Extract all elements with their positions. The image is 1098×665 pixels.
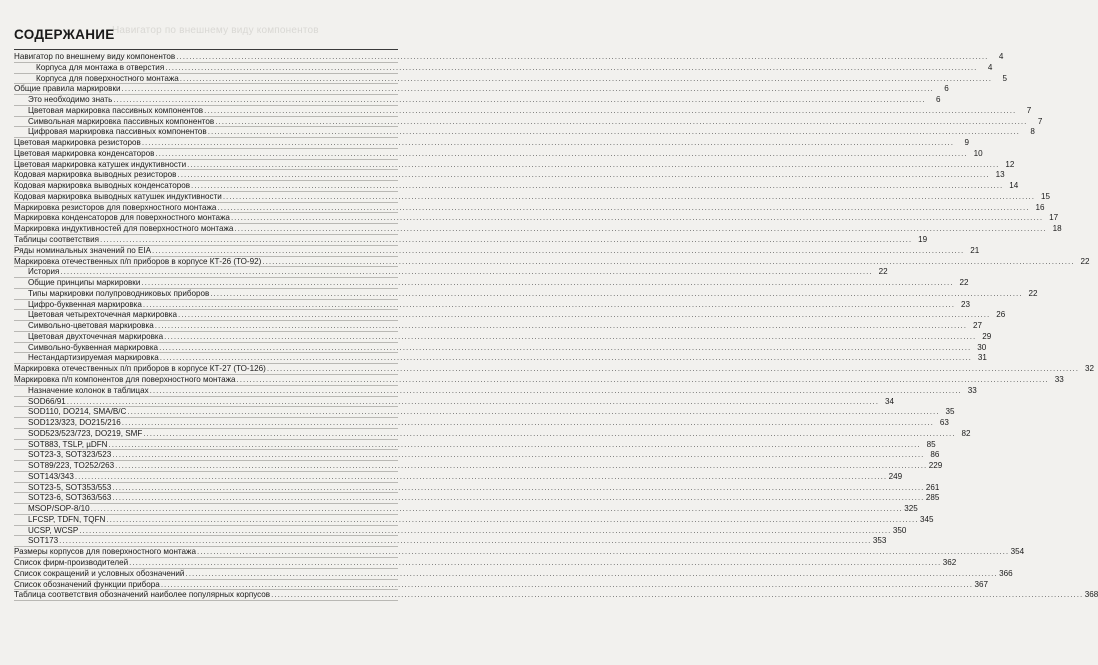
toc-entry[interactable] (14, 170, 1005, 181)
toc-entry-title: SOT23-6, SOT363/563 (28, 493, 112, 503)
toc-entry[interactable] (14, 116, 1043, 128)
toc-entry[interactable] (14, 148, 983, 160)
toc-entry[interactable] (14, 579, 988, 591)
toc-entry-title: MSOP/SOP-8/10 (28, 504, 90, 514)
toc-entry-title: Цветовая маркировка катушек индуктивности (14, 159, 187, 169)
toc-entry[interactable] (14, 568, 1013, 580)
toc-leader-dots (178, 310, 990, 321)
toc-entry-title: Цветовая маркировка резисторов (14, 138, 141, 148)
toc-leader-dots (91, 504, 903, 515)
toc-entry-page: 261 (925, 482, 940, 492)
toc-entry[interactable] (14, 590, 1098, 601)
toc-entry-title: SOD123/323, DO215/216 (28, 418, 121, 428)
toc-entry-title: Таблицы соответствия (14, 235, 99, 245)
toc-leader-dots (112, 450, 924, 461)
toc-entry[interactable] (14, 181, 1019, 192)
toc-leader-dots (271, 590, 1083, 601)
toc-entry-page: 353 (872, 536, 887, 546)
toc-leader-dots (210, 289, 1022, 300)
toc-entry[interactable] (14, 374, 1064, 386)
toc-entry-page: 63 (939, 418, 949, 428)
toc-entry-page: 354 (1010, 547, 1025, 557)
toc-entry[interactable] (14, 514, 934, 526)
toc-leader-dots (176, 52, 988, 63)
toc-entry-title: SOT89/223, TO252/263 (28, 461, 115, 471)
toc-entry[interactable] (14, 428, 971, 440)
toc-entry-title: Нестандартизируемая маркировка (28, 353, 159, 363)
toc-entry[interactable] (14, 73, 1007, 85)
toc-entry[interactable] (14, 267, 888, 278)
toc-entry-title: Цветовая двухточечная маркировка (28, 331, 164, 341)
toc-entry[interactable] (14, 557, 957, 569)
toc-entry-page: 15 (1040, 191, 1050, 201)
toc-entry-page: 9 (964, 138, 969, 148)
toc-entry-page: 14 (1009, 181, 1019, 191)
toc-entry-page: 22 (1080, 256, 1090, 266)
toc-leader-dots (208, 127, 1020, 138)
toc-entry[interactable] (14, 331, 992, 343)
toc-entry-page: 13 (995, 170, 1005, 180)
toc-entry-page: 6 (935, 95, 941, 105)
toc-entry[interactable] (14, 482, 940, 494)
toc-entry-title: Общие правила маркировки (14, 84, 121, 94)
toc-entry-page: 17 (1049, 213, 1059, 223)
toc-leader-dots (204, 106, 1016, 117)
toc-entry-page: 82 (961, 428, 971, 438)
toc-leader-dots (164, 332, 976, 343)
toc-leader-dots (159, 343, 971, 354)
toc-entry-page: 249 (888, 471, 903, 481)
toc-leader-dots (142, 138, 954, 149)
toc-entry[interactable] (14, 396, 894, 408)
toc-entry-page: 368 (1084, 590, 1098, 600)
toc-leader-dots (143, 300, 955, 311)
toc-leader-dots (267, 364, 1079, 375)
toc-entry-title: Маркировка конденсаторов для поверхностного монтажа (14, 213, 230, 223)
toc-entry-page: 10 (973, 148, 983, 158)
toc-entry-page: 22 (1028, 288, 1038, 298)
toc-entry[interactable] (14, 536, 887, 547)
toc-leader-dots (155, 321, 967, 332)
toc-entry[interactable] (14, 105, 1032, 117)
toc-entry[interactable] (14, 364, 1095, 375)
toc-entry-page: 350 (892, 525, 907, 535)
toc-entry-title: Типы маркировки полупроводниковых приборов (28, 288, 210, 298)
toc-entry[interactable] (14, 159, 1015, 171)
toc-leader-dots (112, 483, 924, 494)
toc-entry[interactable] (14, 450, 940, 461)
toc-entry[interactable] (14, 62, 993, 74)
toc-entry-page: 366 (999, 568, 1013, 578)
toc-entry[interactable] (14, 224, 1062, 235)
toc-leader-dots (223, 192, 1035, 203)
toc-entry-page: 26 (996, 310, 1006, 320)
toc-leader-dots (191, 181, 1003, 192)
toc-leader-dots (143, 429, 955, 440)
toc-entry[interactable] (14, 191, 1050, 203)
toc-entry-title: Кодовая маркировка выводных конденсаторов (14, 181, 191, 191)
toc-entry[interactable] (14, 407, 955, 418)
toc-entry[interactable] (14, 504, 918, 515)
toc-entry-title: SOD110, DO214, SMA/B/C (28, 407, 127, 417)
toc-entry[interactable] (14, 202, 1045, 214)
toc-entry[interactable] (14, 439, 936, 451)
toc-entry[interactable] (14, 278, 969, 289)
toc-entry-title: Общие принципы маркировки (28, 278, 141, 288)
toc-leader-dots (217, 203, 1029, 214)
toc-entry-title: Навигатор по внешнему виду компонентов (14, 52, 176, 61)
toc-leader-dots (59, 536, 871, 547)
toc-entry-page: 35 (945, 407, 955, 417)
toc-entry-page: 6 (944, 84, 949, 94)
toc-entry-page: 33 (1054, 374, 1064, 384)
toc-entry[interactable] (14, 95, 941, 106)
page-title: СОДЕРЖАНИЕ (14, 27, 115, 42)
toc-entry-title: LFCSP, TDFN, TQFN (28, 514, 106, 524)
toc-entry-page: 285 (925, 493, 940, 503)
toc-entry-page: 29 (982, 331, 992, 341)
toc-entry-page: 21 (970, 245, 980, 255)
toc-leader-dots (180, 74, 992, 85)
toc-entry[interactable] (14, 245, 980, 257)
toc-leader-dots (185, 569, 997, 580)
toc-entry[interactable] (14, 461, 943, 472)
toc-entry-page: 27 (972, 321, 982, 331)
toc-entry-page: 32 (1085, 364, 1095, 374)
toc-entry-page: 19 (918, 235, 928, 245)
toc-entry-title: Назначение колонок в таблицах (28, 385, 149, 395)
toc-entry[interactable] (14, 385, 977, 397)
toc-leader-dots (100, 235, 912, 246)
toc-leader-dots (115, 461, 927, 472)
toc-entry-title: Кодовая маркировка выводных катушек индуктивности (14, 191, 222, 201)
toc-entry-title: Список фирм-производителей (14, 557, 129, 567)
toc-leader-dots (231, 213, 1043, 224)
toc-entry-page: 229 (928, 461, 943, 471)
toc-entry-title: Маркировка отечественных п/п приборов в корпусе КТ-27 (ТО-126) (14, 364, 266, 374)
toc-entry-page: 367 (974, 579, 988, 589)
toc-entry-page: 325 (904, 504, 918, 514)
toc-leader-dots (215, 117, 1027, 128)
toc-entry[interactable] (14, 235, 928, 246)
toc-leader-dots (67, 397, 879, 408)
toc-entry-title: Цифровая маркировка пассивных компонентов (28, 127, 207, 137)
toc-entry-page: 8 (1030, 127, 1035, 137)
toc-entry-title: Это необходимо знать (28, 95, 113, 105)
toc-entry[interactable] (14, 342, 987, 354)
toc-entry-title: SOD523/523/723, DO219, SMF (28, 428, 143, 438)
toc-entry[interactable] (14, 547, 1025, 558)
toc-entry[interactable] (14, 525, 907, 537)
toc-entry[interactable] (14, 353, 987, 364)
toc-leader-dots (129, 558, 941, 569)
toc-entry-title: Таблица соответствия обозначений наиболее популярных корпусов (14, 590, 271, 600)
toc-entry-title: Маркировка резисторов для поверхностного монтажа (14, 202, 217, 212)
toc-leader-dots (152, 246, 964, 257)
toc-entry-page: 7 (1037, 116, 1043, 126)
toc-leader-dots (262, 257, 1074, 268)
toc-entry-title: Корпуса для поверхностного монтажа (36, 73, 179, 83)
toc-entry[interactable] (14, 471, 903, 483)
toc-entry-title: Корпуса для монтажа в отверстия (36, 62, 165, 72)
toc-leader-dots (112, 493, 924, 504)
toc-entry-page: 33 (967, 385, 977, 395)
toc-entry-title: Маркировка индуктивностей для поверхностного монтажа (14, 224, 234, 234)
toc-leader-dots (187, 160, 999, 171)
toc-entry-page: 23 (961, 299, 971, 309)
toc-entry[interactable] (14, 84, 949, 95)
toc-entry[interactable] (14, 299, 971, 311)
toc-entry-title: Маркировка отечественных п/п приборов в корпусе КТ-26 (ТО-92) (14, 256, 262, 266)
title-divider (14, 49, 398, 50)
toc-leader-dots (113, 95, 925, 106)
toc-leader-dots (106, 515, 918, 526)
toc-entry-page: 12 (1005, 159, 1015, 169)
toc-leader-dots (141, 278, 953, 289)
toc-entry-title: Символьно-цветовая маркировка (28, 321, 154, 331)
toc-entry[interactable] (14, 310, 1006, 321)
toc-entry-title: SOT23-3, SOT323/523 (28, 450, 112, 460)
toc-entry-title: SOT143/343 (28, 471, 74, 481)
toc-entry[interactable] (14, 493, 940, 504)
toc-entry-page: 4 (987, 62, 993, 72)
toc-entry-title: Цветовая маркировка конденсаторов (14, 148, 155, 158)
toc-leader-dots (160, 353, 972, 364)
toc-entry-title: Кодовая маркировка выводных резисторов (14, 170, 177, 180)
toc-entry-title: Цифро-буквенная маркировка (28, 299, 142, 309)
toc-leader-dots (150, 386, 962, 397)
toc-entry[interactable] (14, 288, 1038, 300)
toc-leader-dots (109, 440, 921, 451)
faint-background-text: Навигатор по внешнему виду компонентов (112, 25, 319, 36)
toc-entry[interactable] (14, 256, 1090, 268)
toc-entry-page: 362 (942, 557, 957, 567)
toc-entry-page: 30 (977, 342, 987, 352)
toc-entry-title: Символьная маркировка пассивных компонентов (28, 116, 215, 126)
toc-leader-dots (122, 418, 934, 429)
toc-entry[interactable] (14, 138, 969, 149)
toc-entry[interactable] (14, 418, 949, 429)
toc-leader-dots (155, 149, 967, 160)
toc-entry-title: SOT23-5, SOT353/553 (28, 482, 112, 492)
toc-entry-page: 18 (1052, 224, 1062, 234)
toc-entry-page: 34 (884, 396, 894, 406)
toc-entry-page: 86 (930, 450, 940, 460)
toc-list (14, 52, 1098, 601)
toc-entry-page: 16 (1035, 202, 1045, 212)
toc-entry-title: История (28, 267, 60, 277)
toc-leader-dots (60, 267, 872, 278)
toc-leader-dots (165, 63, 977, 74)
toc-leader-dots (122, 84, 934, 95)
toc-entry-title: Цветовая маркировка пассивных компонентов (28, 105, 204, 115)
toc-entry-title: Размеры корпусов для поверхностного монтажа (14, 547, 196, 557)
toc-leader-dots (234, 224, 1046, 235)
toc-entry-page: 22 (878, 267, 888, 277)
toc-entry[interactable] (14, 321, 982, 332)
toc-leader-dots (197, 547, 1009, 558)
toc-entry[interactable] (14, 52, 1004, 63)
toc-entry-title: SOD66/91 (28, 396, 66, 406)
toc-entry-title: SOT883, TSLP, µDFN (28, 439, 108, 449)
toc-entry-title: SOT173 (28, 536, 59, 546)
toc-leader-dots (79, 526, 891, 537)
toc-entry-page: 31 (977, 353, 987, 363)
toc-entry-page: 22 (959, 278, 969, 288)
toc-leader-dots (237, 375, 1049, 386)
toc-entry-page: 345 (920, 514, 934, 524)
toc-leader-dots (127, 407, 939, 418)
toc-entry-title: Цветовая четырехточечная маркировка (28, 310, 178, 320)
toc-entry[interactable] (14, 213, 1059, 224)
toc-entry-title: UCSP, WCSP (28, 525, 79, 535)
toc-entry-title: Список обозначений функции прибора (14, 579, 160, 589)
toc-entry-title: Список сокращений и условных обозначений (14, 568, 185, 578)
toc-leader-dots (161, 580, 973, 591)
toc-leader-dots (75, 472, 887, 483)
toc-leader-dots (177, 170, 989, 181)
toc-entry-title: Символьно-буквенная маркировка (28, 342, 159, 352)
toc-entry-page: 4 (998, 52, 1004, 61)
toc-entry[interactable] (14, 127, 1035, 138)
toc-entry-page: 7 (1026, 105, 1032, 115)
toc-entry-title: Ряды номинальных значений по EIA (14, 245, 152, 255)
toc-entry-page: 85 (926, 439, 936, 449)
toc-entry-title: Маркировка п/п компонентов для поверхностного монтажа (14, 374, 236, 384)
toc-entry-page: 5 (1002, 73, 1007, 83)
